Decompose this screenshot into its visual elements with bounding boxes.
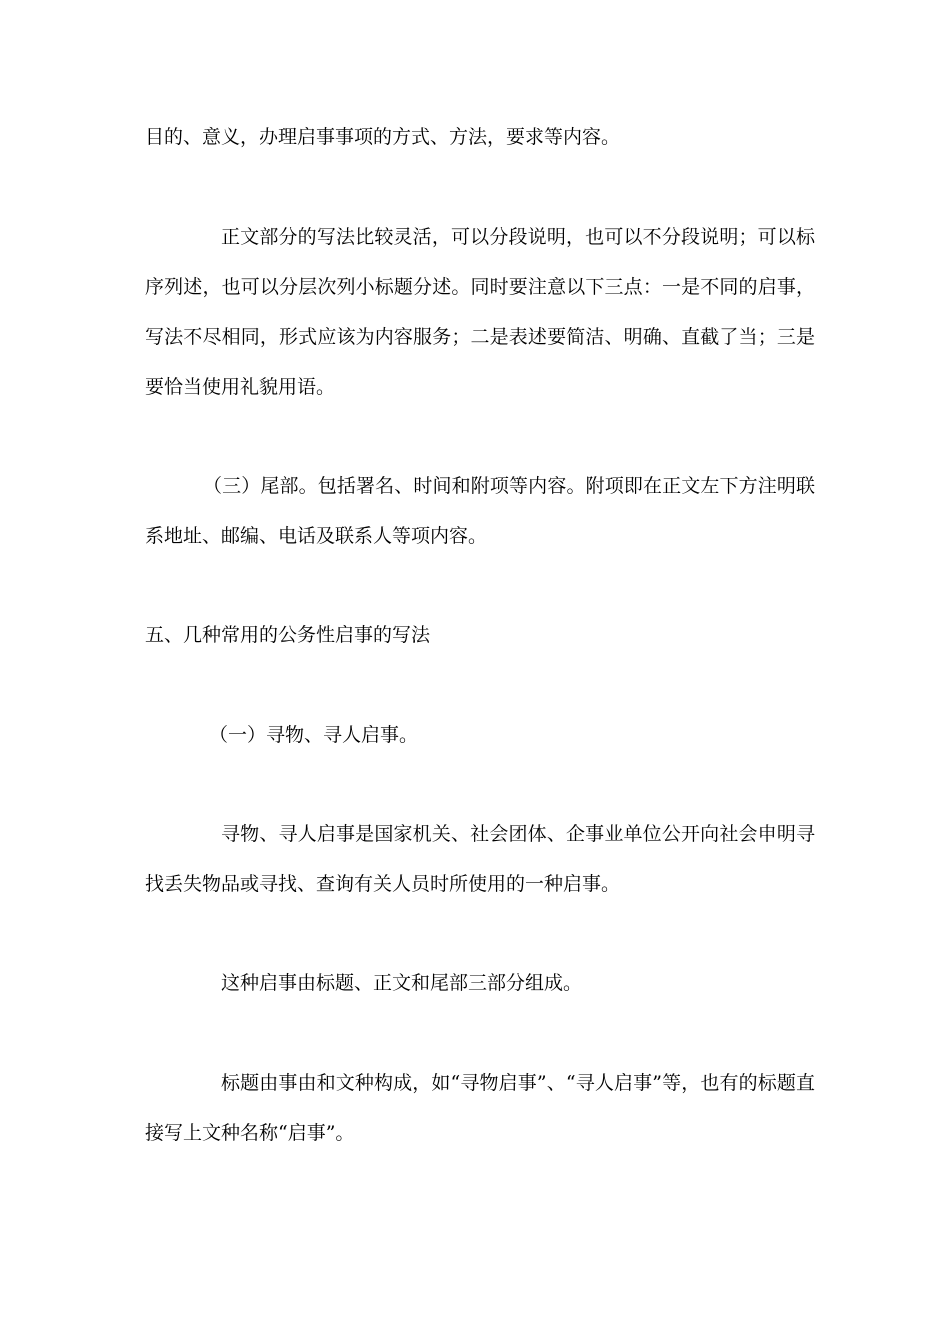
paragraph-purpose-continuation: 目的、意义，办理启事事项的方式、方法，要求等内容。 (145, 126, 621, 148)
paragraph-body-writing: 正文部分的写法比较灵活，可以分段说明，也可以不分段说明；可以标序列述，也可以分层次列小标题分述。同时要注意以下三点：一是不同的启事，写法不尽相同，形式应该为内容服务；二是表述要简洁、明确、直截了当；三是要恰当使用礼貌用语。 (145, 226, 815, 398)
paragraph-title-rules: 标题由事由和文种构成，如“寻物启事”、“寻人启事”等，也有的标题直接写上文种名称“启事”。 (145, 1072, 815, 1144)
subheading-lost-items: （一）寻物、寻人启事。 (209, 724, 419, 746)
paragraph-ending-section: （三）尾部。包括署名、时间和附项等内容。附项即在正文左下方注明联系地址、邮编、电话及联系人等项内容。 (145, 475, 815, 547)
section-heading-five: 五、几种常用的公务性启事的写法 (145, 624, 431, 646)
paragraph-structure: 这种启事由标题、正文和尾部三部分组成。 (221, 972, 583, 994)
paragraph-lost-items-definition: 寻物、寻人启事是国家机关、社会团体、企事业单位公开向社会申明寻找丢失物品或寻找、查询有关人员时所使用的一种启事。 (145, 823, 815, 895)
